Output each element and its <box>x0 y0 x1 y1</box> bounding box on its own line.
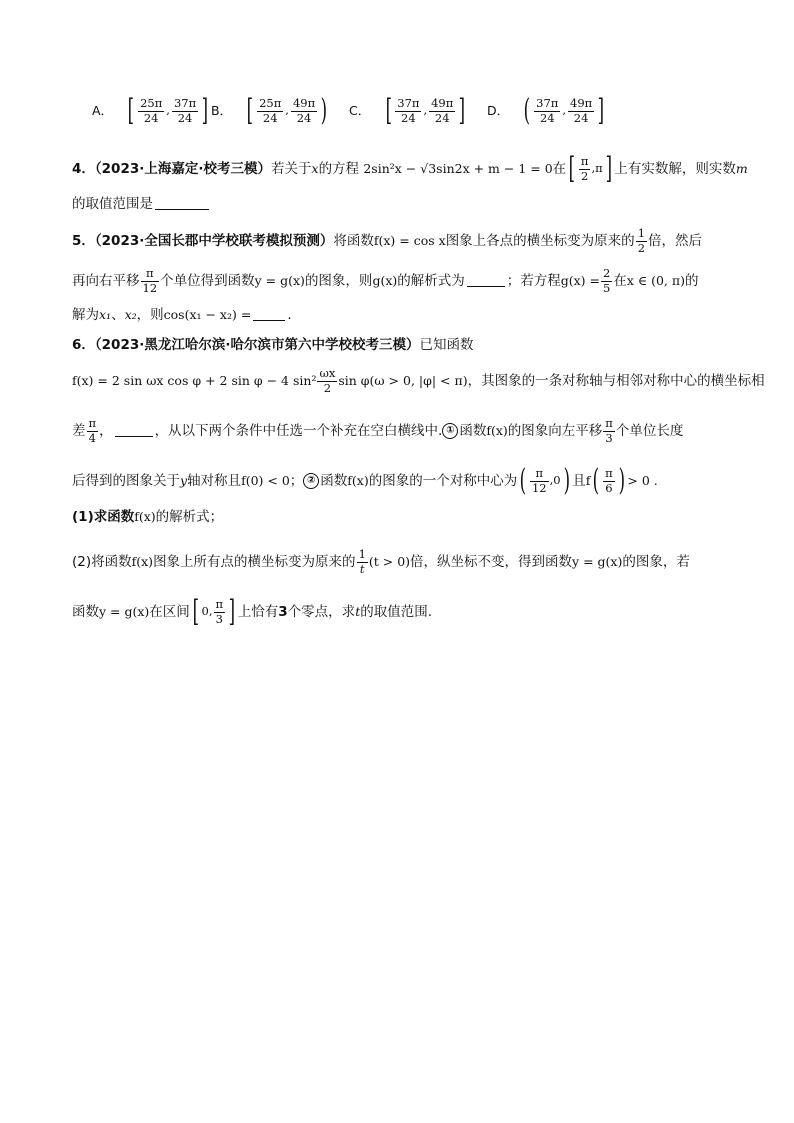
text: (2)将函数 <box>72 554 132 570</box>
question-source: （2023·黑龙江哈尔滨·哈尔滨市第六中学校校考三模） <box>94 337 420 353</box>
denominator: 24 <box>573 110 589 125</box>
question-number: 6． <box>72 337 95 353</box>
q6-line3 <box>72 418 683 444</box>
math-var: y <box>180 473 188 488</box>
answer-blank[interactable] <box>467 274 505 287</box>
close-bracket: ) <box>320 93 328 128</box>
text: ， <box>99 423 113 439</box>
numerator: 37π <box>536 96 559 110</box>
fraction <box>429 98 455 124</box>
fraction <box>601 268 612 294</box>
text: 将函数 <box>333 233 374 249</box>
numerator: 49π <box>431 96 454 110</box>
q4-line2 <box>72 197 211 212</box>
q6-part1 <box>72 511 223 525</box>
denominator: 2 <box>323 380 332 395</box>
text: 个零点，求 <box>287 604 356 620</box>
denominator: 24 <box>401 110 416 125</box>
text: 函数 <box>320 473 348 489</box>
math-expr: g(x) = <box>560 273 601 288</box>
text: 个单位长度 <box>615 423 684 439</box>
fraction <box>534 98 560 124</box>
math-var: x <box>311 161 319 176</box>
fraction <box>141 268 160 294</box>
text: 的图象向左平移 <box>507 423 603 439</box>
numerator: 37π <box>397 96 420 110</box>
q6-part2-line2 <box>72 594 433 629</box>
interval-end: ,π <box>591 161 603 176</box>
denominator: 3 <box>215 611 223 626</box>
question-number: 4． <box>72 161 95 177</box>
open-bracket: [ <box>247 93 254 128</box>
fraction <box>603 418 615 444</box>
math-var: m <box>735 161 748 176</box>
fraction <box>603 468 615 494</box>
text: 再向右平移 <box>72 273 140 289</box>
q5-line1 <box>72 228 702 254</box>
math-expr: f(x) = cos x <box>373 233 446 248</box>
numerator: π <box>605 416 613 430</box>
denominator: 2 <box>581 168 589 183</box>
numerator: 49π <box>292 96 316 110</box>
close-bracket: ] <box>201 93 209 128</box>
interval: [ 0, $\frac{\pi}{3}$ ] <box>192 594 236 629</box>
numerator: π <box>605 466 613 480</box>
math-var: x₂ <box>124 307 137 322</box>
math-expr: > 0 . <box>627 473 658 488</box>
math-expr: f(x) = 2 sin ωx cos φ + 2 sin φ − 4 sin² <box>72 373 317 388</box>
open-bracket: [ <box>385 93 392 128</box>
text: 图象上各点的横坐标变为原来的 <box>445 233 635 249</box>
text: 倍，然后 <box>648 233 703 249</box>
math-var: x₁ <box>99 307 112 322</box>
fraction <box>214 599 226 625</box>
text: 的解析式为 <box>397 273 465 289</box>
fraction <box>317 368 337 394</box>
fraction <box>530 468 549 494</box>
q5-line2 <box>72 268 698 294</box>
text: ，从以下两个条件中任选一个补充在空白横线中. <box>154 423 443 439</box>
open-bracket: ( <box>524 93 531 128</box>
q6-line2 <box>72 368 765 394</box>
math-expr: sin φ(ω > 0, |φ| < π) <box>338 373 468 388</box>
text: 的取值范围. <box>360 604 433 620</box>
math-expr: y = g(x) <box>99 604 150 619</box>
numerator: 25π <box>140 96 163 110</box>
math-expr: f(x) <box>134 509 156 524</box>
text: 的图象，则 <box>304 273 373 289</box>
text: 在区间 <box>149 604 190 620</box>
text: ，则 <box>136 307 164 323</box>
option-interval: [ $\frac{37\pi}{24}$ , $\frac{49\pi}{24}$ ] <box>385 93 466 128</box>
numerator: 49π <box>570 96 593 110</box>
text: 解为 <box>72 307 99 323</box>
math-var: t <box>355 604 361 619</box>
text: 在 <box>552 161 567 177</box>
text: 且 <box>572 473 586 489</box>
numerator: π <box>530 468 549 482</box>
denominator: 12 <box>531 480 547 495</box>
text: 若关于 <box>271 161 312 177</box>
math-expr: f(x) <box>131 554 154 569</box>
text: 轴对称且 <box>187 473 242 489</box>
text: ； <box>289 473 304 489</box>
text: 的方程 <box>318 161 360 177</box>
fraction <box>395 98 421 124</box>
option-d <box>487 93 607 128</box>
fraction <box>87 418 99 444</box>
fraction <box>568 98 594 124</box>
denominator: 24 <box>262 110 278 125</box>
answer-blank[interactable] <box>115 424 153 437</box>
question-number: 5． <box>72 233 95 249</box>
answer-blank[interactable] <box>253 308 285 321</box>
fraction <box>257 98 283 124</box>
q5-line3 <box>72 308 292 323</box>
equation: 2sin²x − √3sin2x + m − 1 = 0 <box>363 161 553 176</box>
text: (1)求函数 <box>72 509 135 525</box>
circled-number: ① <box>442 423 458 439</box>
denominator: 24 <box>143 110 159 125</box>
math-expr: f(0) < 0 <box>241 473 290 488</box>
numerator: π <box>215 597 224 611</box>
text: 的图象的一个对称中心为 <box>368 473 518 489</box>
text: ，其图象的一条对称轴与相邻对称中心的横坐标相 <box>467 373 765 389</box>
denominator: 12 <box>142 280 158 295</box>
numerator: π <box>580 154 589 168</box>
text: 差 <box>72 423 86 439</box>
math-expr: f(x) <box>486 423 508 438</box>
count: 3 <box>278 604 288 620</box>
numerator: π <box>141 268 160 282</box>
text: 在 <box>613 273 627 289</box>
denominator: 6 <box>605 480 613 495</box>
numerator: 37π <box>173 96 197 110</box>
text: 已知函数 <box>419 337 474 353</box>
math-expr: f <box>585 473 591 488</box>
text: 的 <box>684 273 699 289</box>
open-bracket: [ <box>127 93 135 128</box>
math-expr: f(x) <box>347 473 369 488</box>
option-label: A． <box>92 102 114 118</box>
text: 上有实数解，则实数 <box>614 161 736 177</box>
text: 函数 <box>459 423 487 439</box>
text: 、 <box>111 307 125 323</box>
close-bracket: ] <box>458 93 466 128</box>
denominator: 24 <box>434 110 450 125</box>
text: 上恰有 <box>237 604 279 620</box>
center-point: ( $\frac{\pi}{12}$ ,0 ) <box>519 463 570 498</box>
text: . <box>287 307 292 323</box>
option-interval: ( $\frac{37\pi}{24}$ , $\frac{49\pi}{24}$ ] <box>524 93 605 128</box>
close-bracket: ] <box>597 93 605 128</box>
text: 的取值范围是 <box>72 196 153 212</box>
fraction <box>579 156 591 182</box>
fraction <box>636 228 647 254</box>
q6-part2 <box>72 549 690 575</box>
text: 个单位得到函数 <box>160 273 255 289</box>
circled-number: ② <box>303 473 319 489</box>
point-tail: ,0 <box>549 473 561 488</box>
text: 倍，纵坐标不变，得到函数 <box>410 554 573 570</box>
fraction <box>357 549 368 575</box>
numerator: 1 <box>637 226 646 240</box>
denominator: t <box>359 561 365 576</box>
denominator: 3 <box>605 430 613 445</box>
q6-line4 <box>72 463 658 498</box>
numerator: 2 <box>603 266 611 280</box>
text: 图象上所有点的横坐标变为原来的 <box>153 554 356 570</box>
denominator: 24 <box>296 110 312 125</box>
option-c <box>349 93 468 128</box>
question-source: （2023·上海嘉定·校考三模） <box>94 161 271 177</box>
option-interval: [ $\frac{25\pi}{24}$ , $\frac{49\pi}{24}$ ) <box>247 93 328 128</box>
fraction <box>138 98 164 124</box>
numerator: π <box>88 416 97 430</box>
interval: [ $\frac{\pi}{2}$ ,π ] <box>568 151 612 186</box>
option-b <box>211 93 330 128</box>
numerator: 1 <box>358 547 366 561</box>
math-expr: g(x) <box>372 273 398 288</box>
arg-paren: ( $\frac{\pi}{6}$ ) <box>593 463 625 498</box>
text: 函数 <box>72 604 99 620</box>
numerator: 25π <box>259 96 282 110</box>
option-a <box>92 93 211 128</box>
text: 的解析式； <box>155 509 224 525</box>
q6-line1 <box>72 339 474 353</box>
math-expr: y = g(x) <box>572 554 623 569</box>
interval-start: 0, <box>201 604 213 619</box>
option-label: B． <box>211 102 233 118</box>
text: ；若方程 <box>506 273 561 289</box>
denominator: 24 <box>539 110 555 125</box>
fraction <box>291 98 317 124</box>
text: 后得到的图象关于 <box>72 473 180 489</box>
math-expr: cos(x₁ − x₂) = <box>163 307 252 322</box>
math-expr: y = g(x) <box>254 273 305 288</box>
fraction <box>172 98 198 124</box>
text: 的图象，若 <box>622 554 690 570</box>
option-interval: [ $\frac{25\pi}{24}$ , $\frac{37\pi}{24}$ ] <box>127 93 209 128</box>
math-expr: x ∈ (0, π) <box>626 273 685 288</box>
denominator: 2 <box>637 240 646 255</box>
answer-blank[interactable] <box>155 197 209 210</box>
question-source: （2023·全国长郡中学校联考模拟预测） <box>94 233 334 249</box>
math-expr: (t > 0) <box>368 554 411 569</box>
numerator: ωx <box>319 366 336 380</box>
option-label: D． <box>487 102 510 118</box>
denominator: 4 <box>88 430 96 445</box>
denominator: 5 <box>603 280 611 295</box>
denominator: 24 <box>177 110 193 125</box>
option-label: C． <box>349 102 371 118</box>
q4-line1 <box>72 151 748 186</box>
